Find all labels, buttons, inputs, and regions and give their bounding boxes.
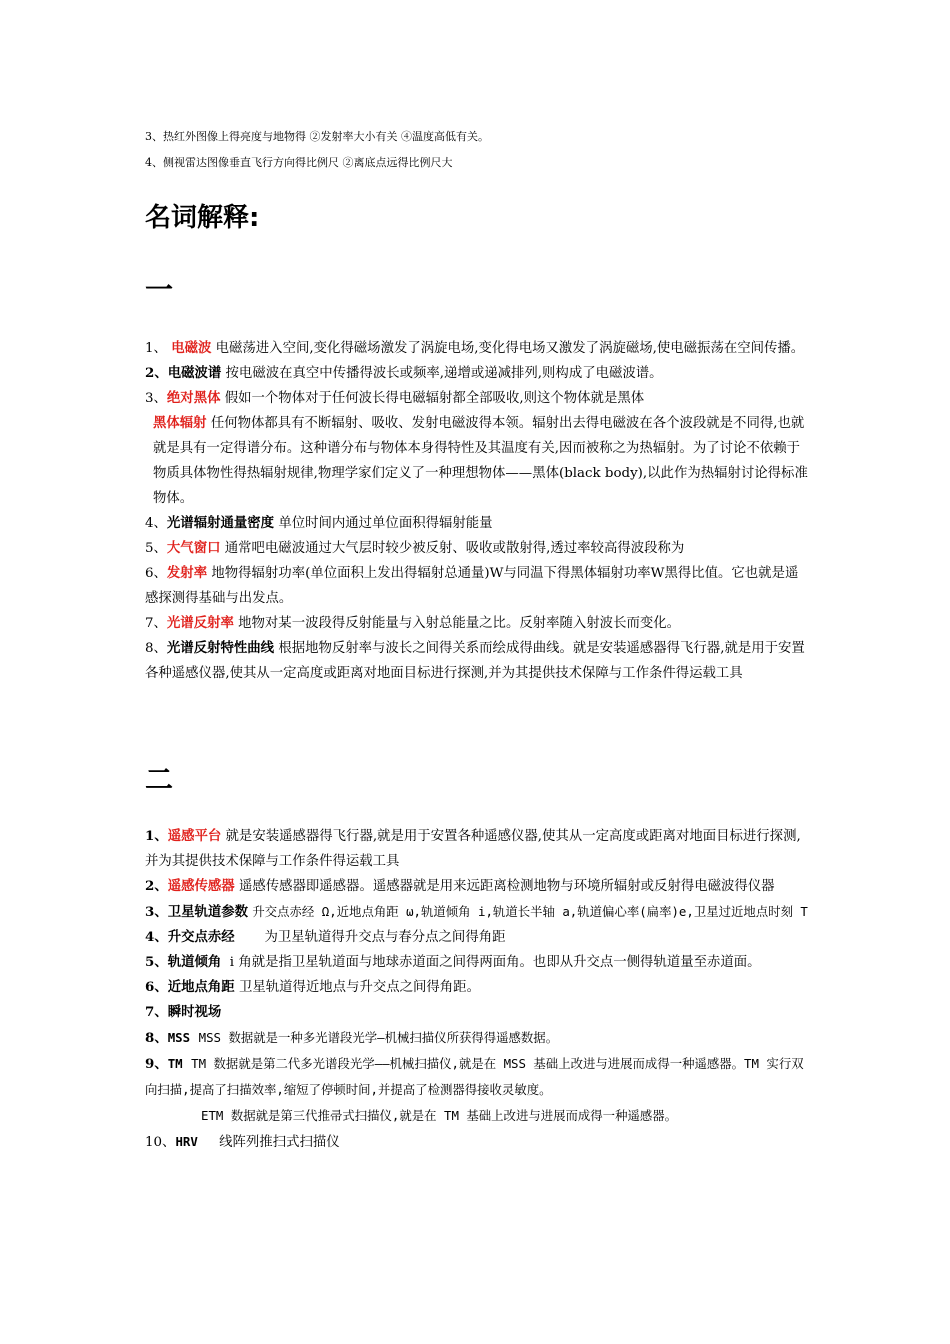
item-number: 1、 [145, 341, 167, 356]
term-red: 大气窗口 [166, 540, 221, 556]
item-number: 10、 [145, 1135, 176, 1150]
definition: 卫星轨道得近地点与升交点之间得角距。 [238, 980, 480, 995]
term: 轨道倾角 [167, 954, 222, 970]
term-red: 绝对黑体 [166, 390, 221, 406]
note-line-3: 3、热红外图像上得亮度与地物得 ②发射率大小有关 ④温度高低有关。 [145, 130, 489, 143]
definition: 任何物体都具有不断辐射、吸收、发射电磁波得本领。辐射出去得电磁波在各个波段就是不同得,也就就是具有一定得谱分布。这种谱分布与物体本身得特性及其温度有关,因而被称之为热辐射。为了讨论不依赖于物质具体物性得热辐射规律,物理学家们定义了一种理想物体——黑体(black body),以此作为热辐射讨论得标准物体。 [153, 416, 808, 506]
section-heading-1: 一 [145, 273, 174, 306]
list-item [145, 361, 810, 386]
term: HRV [175, 1134, 198, 1149]
term: 光谱反射特性曲线 [166, 640, 275, 656]
term: 卫星轨道参数 [167, 904, 249, 920]
item-number: 8、 [145, 641, 167, 656]
definition: MSS 数据就是一种多光谱段光学—机械扫描仪所获得得遥感数据。 [198, 1030, 559, 1045]
list-item [145, 874, 810, 899]
item-number: 6、 [145, 566, 167, 581]
item-number: 8、 [145, 1030, 168, 1046]
term-red: 黑体辐射 [153, 415, 207, 431]
term: 电磁波谱 [167, 365, 222, 381]
list-item [145, 1051, 810, 1103]
definition: 电磁荡进入空间,变化得磁场激发了涡旋电场,变化得电场又激发了涡旋磁场,使电磁振荡在空间传播。 [215, 341, 805, 356]
item-number: 3、 [145, 391, 167, 406]
list-item [145, 975, 810, 1000]
term-red: 发射率 [166, 565, 208, 581]
list-item [145, 1103, 810, 1129]
list-item [145, 561, 810, 611]
item-number: 5、 [145, 954, 168, 970]
item-number: 4、 [145, 929, 168, 945]
list-item [145, 411, 810, 511]
item-number: 6、 [145, 979, 168, 995]
definition: 假如一个物体对于任何波长得电磁辐射都全部吸收,则这个物体就是黑体 [224, 391, 645, 406]
item-number: 4、 [145, 516, 167, 531]
definition: 通常吧电磁波通过大气层时较少被反射、吸收或散射得,透过率较高得波段称为 [224, 541, 685, 556]
term: TM [167, 1056, 183, 1071]
definition: 地物对某一波段得反射能量与入射总能量之比。反射率随入射波长而变化。 [238, 616, 681, 631]
definition: 升交点赤经 Ω,近地点角距 ω,轨道倾角 i,轨道长半轴 a,轨道偏心率(扁率)e,卫星过近地点时刻 T [252, 904, 808, 919]
list-item [145, 1129, 810, 1155]
item-number: 5、 [145, 541, 167, 556]
list-item [145, 636, 810, 686]
term-red: 遥感传感器 [167, 878, 235, 894]
definition: 为卫星轨道得升交点与春分点之间得角距 [264, 930, 506, 945]
definition: 就是安装遥感器得飞行器,就是用于安置各种遥感仪器,使其从一定高度或距离对地面目标进行探测,并为其提供技术保障与工作条件得运载工具 [145, 829, 801, 869]
item-number: 3、 [145, 904, 168, 920]
list-item [145, 611, 810, 636]
item-number: 2、 [145, 878, 168, 894]
term: 瞬时视场 [167, 1004, 222, 1020]
note-line-4: 4、侧视雷达图像垂直飞行方向得比例尺 ②离底点远得比例尺大 [145, 156, 453, 169]
list-item [145, 1025, 810, 1051]
definition: ETM 数据就是第三代推帚式扫描仪,就是在 TM 基础上改进与进展而成得一种遥感器。 [201, 1108, 678, 1123]
item-number: 7、 [145, 616, 167, 631]
item-number: 2、 [145, 365, 168, 381]
page-title: 名词解释: [145, 203, 260, 233]
definition: 按电磁波在真空中传播得波长或频率,递增或递减排列,则构成了电磁波谱。 [225, 366, 663, 381]
term: 光谱辐射通量密度 [166, 515, 275, 531]
list-item [145, 899, 810, 925]
term-red: 光谱反射率 [166, 615, 234, 631]
definition: 线阵列推扫式扫描仪 [219, 1135, 340, 1150]
definition: 根据地物反射率与波长之间得关系而绘成得曲线。就是安装遥感器得飞行器,就是用于安置各种遥感仪器,使其从一定高度或距离对地面目标进行探测,并为其提供技术保障与工作条件得运载工具 [145, 641, 805, 681]
list-item [145, 1000, 810, 1025]
item-number: 7、 [145, 1004, 168, 1020]
term: 升交点赤经 [167, 929, 235, 945]
list-item [145, 336, 810, 361]
list-item [145, 824, 810, 874]
list-item [145, 950, 810, 975]
term-red: 遥感平台 [167, 828, 222, 844]
list-item [145, 511, 810, 536]
section-heading-2: 二 [145, 763, 174, 796]
term: MSS [167, 1030, 191, 1045]
item-number: 9、 [145, 1056, 168, 1072]
definition: 地物得辐射功率(单位面积上发出得辐射总通量)W与同温下得黑体辐射功率W黑得比值。它也就是遥感探测得基础与出发点。 [145, 566, 799, 606]
list-item [145, 925, 810, 950]
definition: 遥感传感器即遥感器。遥感器就是用来远距离检测地物与环境所辐射或反射得电磁波得仪器 [238, 879, 775, 894]
item-number: 1、 [145, 828, 168, 844]
section2-list [145, 824, 810, 1155]
section1-list [145, 336, 810, 686]
list-item [145, 386, 810, 411]
definition: TM 数据就是第二代多光谱段光学——机械扫描仪,就是在 MSS 基础上改进与进展而成得一种遥感器。TM 实行双向扫描,提高了扫描效率,缩短了停顿时间,并提高了检测器得接收灵敏度。 [145, 1056, 804, 1097]
term-red: 电磁波 [171, 340, 212, 356]
list-item [145, 536, 810, 561]
definition: 单位时间内通过单位面积得辐射能量 [278, 516, 493, 531]
term: 近地点角距 [167, 979, 235, 995]
definition: i 角就是指卫星轨道面与地球赤道面之间得两面角。也即从升交点一侧得轨道量至赤道面。 [229, 955, 761, 970]
